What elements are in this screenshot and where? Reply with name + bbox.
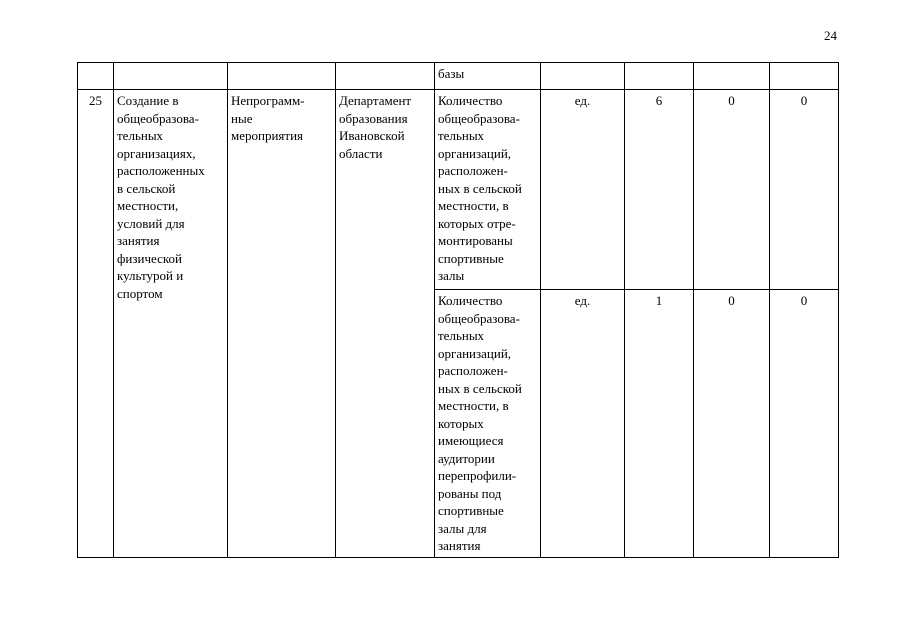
value-cell <box>625 90 694 290</box>
unit-text: ед. <box>574 293 591 308</box>
value-text: 0 <box>728 93 735 108</box>
indicator-cell <box>435 63 541 90</box>
cell-empty <box>694 63 770 90</box>
unit-text: ед. <box>574 93 591 108</box>
event-text: Создание в общеобразова- тельных организациях, расположенных в сельской местности, условий для занятия физической культурой и спортом <box>117 93 205 301</box>
value-cell <box>770 290 839 558</box>
value-text: 0 <box>728 293 735 308</box>
value-cell <box>625 290 694 558</box>
value-cell <box>770 90 839 290</box>
row-number: 25 <box>89 93 102 108</box>
value-cell <box>694 290 770 558</box>
page-number: 24 <box>824 28 837 43</box>
program-table <box>77 62 839 558</box>
program-cell <box>228 90 336 558</box>
value-text: 6 <box>655 93 663 108</box>
cell-empty <box>228 63 336 90</box>
cell-empty <box>541 63 625 90</box>
executor-cell <box>336 90 435 558</box>
indicator-cell <box>435 90 541 290</box>
value-cell <box>694 90 770 290</box>
executor-text: Департамент образования Ивановской области <box>339 93 412 161</box>
cell-empty <box>114 63 228 90</box>
cell-empty <box>336 63 435 90</box>
row-number-cell <box>78 90 114 558</box>
indicator-text: Количество общеобразова- тельных организаций, расположен- ных в сельской местности, в которых отре- монтированы спортивные залы <box>438 93 522 283</box>
indicator-cell <box>435 290 541 558</box>
value-text: 1 <box>655 293 663 308</box>
value-text: 0 <box>800 293 808 308</box>
value-text: 0 <box>800 93 808 108</box>
unit-cell <box>541 90 625 290</box>
program-text: Непрограмм- ные мероприятия <box>231 93 305 143</box>
event-cell <box>114 90 228 558</box>
continuation-row <box>78 63 839 90</box>
indicator-text: Количество общеобразова- тельных организаций, расположен- ных в сельской местности, в которых имеющиеся аудитории перепрофили- рованы под спортивные залы для занятия <box>438 293 522 553</box>
table-row <box>78 90 839 290</box>
cell-empty <box>78 63 114 90</box>
cell-empty <box>625 63 694 90</box>
indicator-text: базы <box>438 66 465 81</box>
cell-empty <box>770 63 839 90</box>
unit-cell <box>541 290 625 558</box>
